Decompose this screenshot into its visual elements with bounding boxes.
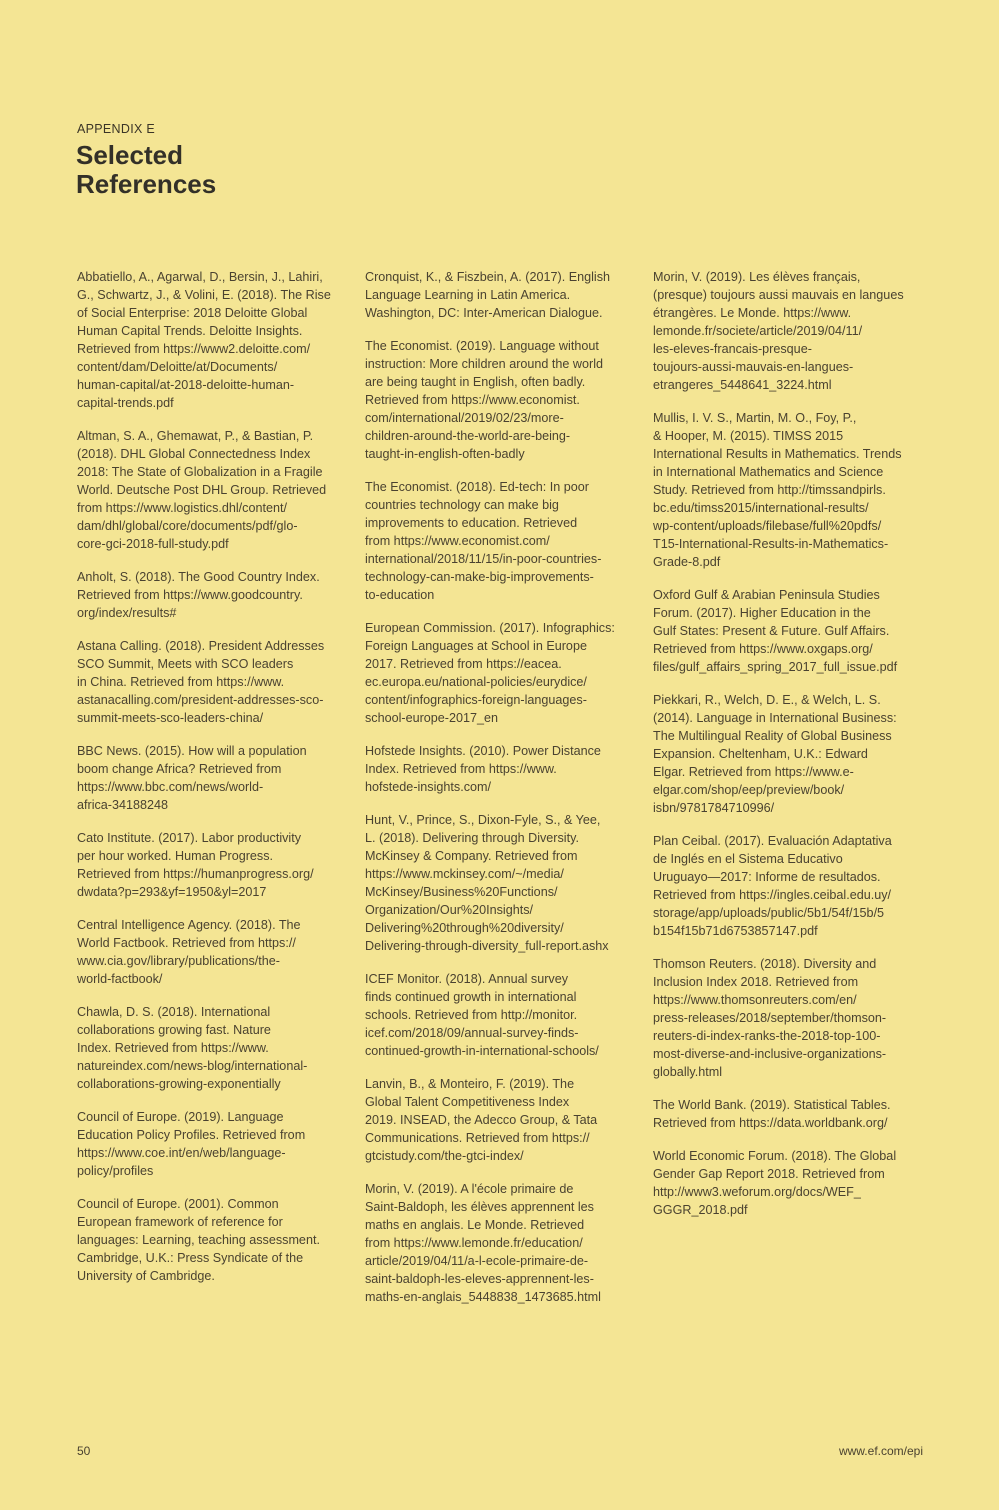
reference-line: gtcistudy.com/the-gtci-index/ xyxy=(365,1149,524,1163)
reference-line: etrangeres_5448641_3224.html xyxy=(653,378,832,392)
page-title-line-1: Selected xyxy=(76,140,183,170)
reference-line: Lanvin, B., & Monteiro, F. (2019). The xyxy=(365,1077,575,1091)
reference-entry xyxy=(77,637,349,727)
reference-line: core-gci-2018-full-study.pdf xyxy=(77,537,229,551)
reference-line: Grade-8.pdf xyxy=(653,555,721,569)
reference-entry xyxy=(365,970,637,1060)
reference-line: boom change Africa? Retrieved from xyxy=(77,762,282,776)
reference-line: http://www3.weforum.org/docs/WEF_ xyxy=(653,1185,861,1199)
reference-line: international/2018/11/15/in-poor-countries- xyxy=(365,552,602,566)
reference-entry xyxy=(77,568,349,622)
reference-line: European framework of reference for xyxy=(77,1215,283,1229)
reference-line: in International Mathematics and Science xyxy=(653,465,884,479)
reference-line: summit-meets-sco-leaders-china/ xyxy=(77,711,264,725)
reference-entry xyxy=(365,619,637,727)
reference-line: Inclusion Index 2018. Retrieved from xyxy=(653,975,859,989)
reference-line: les-eleves-francais-presque- xyxy=(653,342,812,356)
reference-entry xyxy=(77,1108,349,1180)
reference-entry xyxy=(77,1195,349,1285)
reference-line: https://www.mckinsey.com/~/media/ xyxy=(365,867,564,881)
reference-line: languages: Learning, teaching assessment. xyxy=(77,1233,320,1247)
reference-line: Hunt, V., Prince, S., Dixon-Fyle, S., & Yee, xyxy=(365,813,601,827)
reference-line: globally.html xyxy=(653,1065,723,1079)
reference-line: Retrieved from https://www.economist. xyxy=(365,393,580,407)
reference-line: Elgar. Retrieved from https://www.e- xyxy=(653,765,854,779)
reference-line: World Factbook. Retrieved from https:// xyxy=(77,936,296,950)
reference-line: Oxford Gulf & Arabian Peninsula Studies xyxy=(653,588,880,602)
page-title-line-2: References xyxy=(76,169,217,199)
reference-line: Delivering-through-diversity_full-report.ashx xyxy=(365,939,609,953)
reference-line: com/international/2019/02/23/more- xyxy=(365,411,564,425)
reference-line: World. Deutsche Post DHL Group. Retrieved xyxy=(77,483,327,497)
reference-line: reuters-di-index-ranks-the-2018-top-100- xyxy=(653,1029,881,1043)
reference-line: Retrieved from https://www.goodcountry. xyxy=(77,588,303,602)
reference-entry xyxy=(365,1180,637,1306)
reference-line: Anholt, S. (2018). The Good Country Index. xyxy=(77,570,320,584)
reference-line: from https://www.economist.com/ xyxy=(365,534,550,548)
reference-line: McKinsey & Company. Retrieved from xyxy=(365,849,578,863)
reference-line: Index. Retrieved from https://www. xyxy=(365,762,557,776)
reference-line: Gulf States: Present & Future. Gulf Affairs. xyxy=(653,624,890,638)
reference-line: Communications. Retrieved from https:// xyxy=(365,1131,590,1145)
reference-line: countries technology can make big xyxy=(365,498,559,512)
reference-line: isbn/9781784710996/ xyxy=(653,801,775,815)
reference-line: T15-International-Results-in-Mathematics- xyxy=(653,537,889,551)
reference-line: (2014). Language in International Business: xyxy=(653,711,897,725)
reference-line: schools. Retrieved from http://monitor. xyxy=(365,1008,578,1022)
reference-line: Retrieved from https://www.oxgaps.org/ xyxy=(653,642,873,656)
reference-line: lemonde.fr/societe/article/2019/04/11/ xyxy=(653,324,863,338)
reference-entry xyxy=(365,478,637,604)
reference-line: bc.edu/timss2015/international-results/ xyxy=(653,501,869,515)
reference-line: BBC News. (2015). How will a population xyxy=(77,744,307,758)
reference-entry xyxy=(653,832,925,940)
reference-line: Saint-Baldoph, les élèves apprennent les xyxy=(365,1200,594,1214)
reference-line: instruction: More children around the world xyxy=(365,357,604,371)
reference-entry xyxy=(653,586,925,676)
reference-line: The Multilingual Reality of Global Business xyxy=(653,729,892,743)
reference-line: Cronquist, K., & Fiszbein, A. (2017). English xyxy=(365,270,610,284)
reference-line: Education Policy Profiles. Retrieved from xyxy=(77,1128,306,1142)
reference-line: Gender Gap Report 2018. Retrieved from xyxy=(653,1167,885,1181)
reference-line: 2019. INSEAD, the Adecco Group, & Tata xyxy=(365,1113,598,1127)
reference-line: content/infographics-foreign-languages- xyxy=(365,693,587,707)
reference-line: GGGR_2018.pdf xyxy=(653,1203,748,1217)
reference-line: Retrieved from https://ingles.ceibal.edu.uy/ xyxy=(653,888,892,902)
reference-entry xyxy=(653,691,925,817)
references-column-1 xyxy=(77,268,349,1300)
reference-line: Morin, V. (2019). A l'école primaire de xyxy=(365,1182,574,1196)
reference-line: most-diverse-and-inclusive-organizations- xyxy=(653,1047,887,1061)
reference-line: Retrieved from https://www2.deloitte.com/ xyxy=(77,342,311,356)
reference-line: Central Intelligence Agency. (2018). The xyxy=(77,918,301,932)
reference-line: org/index/results# xyxy=(77,606,177,620)
reference-line: icef.com/2018/09/annual-survey-finds- xyxy=(365,1026,579,1040)
reference-entry xyxy=(77,742,349,814)
reference-entry xyxy=(365,742,637,796)
reference-line: world-factbook/ xyxy=(77,972,163,986)
reference-line: article/2019/04/11/a-l-ecole-primaire-de- xyxy=(365,1254,589,1268)
reference-line: The World Bank. (2019). Statistical Tables. xyxy=(653,1098,891,1112)
reference-line: Human Capital Trends. Deloitte Insights. xyxy=(77,324,303,338)
reference-line: from https://www.logistics.dhl/content/ xyxy=(77,501,287,515)
reference-line: www.cia.gov/library/publications/the- xyxy=(77,954,280,968)
reference-line: Expansion. Cheltenham, U.K.: Edward xyxy=(653,747,868,761)
reference-line: Retrieved from https://humanprogress.org/ xyxy=(77,867,314,881)
reference-entry xyxy=(77,427,349,553)
reference-entry xyxy=(365,337,637,463)
reference-line: are being taught in English, often badly. xyxy=(365,375,586,389)
reference-line: dam/dhl/global/core/documents/pdf/glo- xyxy=(77,519,298,533)
reference-entry xyxy=(77,268,349,412)
reference-line: children-around-the-world-are-being- xyxy=(365,429,571,443)
reference-line: maths en anglais. Le Monde. Retrieved xyxy=(365,1218,585,1232)
reference-line: https://www.thomsonreuters.com/en/ xyxy=(653,993,857,1007)
reference-line: L. (2018). Delivering through Diversity. xyxy=(365,831,579,845)
reference-line: World Economic Forum. (2018). The Global xyxy=(653,1149,897,1163)
reference-line: Council of Europe. (2001). Common xyxy=(77,1197,279,1211)
reference-line: Study. Retrieved from http://timssandpirls. xyxy=(653,483,886,497)
reference-line: improvements to education. Retrieved xyxy=(365,516,578,530)
reference-entry xyxy=(653,268,925,394)
reference-line: Uruguayo—2017: Informe de resultados. xyxy=(653,870,881,884)
reference-line: (presque) toujours aussi mauvais en langues xyxy=(653,288,904,302)
reference-entry xyxy=(365,1075,637,1165)
reference-line: taught-in-english-often-badly xyxy=(365,447,525,461)
reference-line: b154f15b71d6753857147.pdf xyxy=(653,924,818,938)
reference-line: astanacalling.com/president-addresses-sco- xyxy=(77,693,324,707)
reference-line: 2018: The State of Globalization in a Fragile xyxy=(77,465,323,479)
reference-line: Altman, S. A., Ghemawat, P., & Bastian, P. xyxy=(77,429,314,443)
reference-line: files/gulf_affairs_spring_2017_full_issue.pdf xyxy=(653,660,898,674)
reference-line: Mullis, I. V. S., Martin, M. O., Foy, P., xyxy=(653,411,857,425)
reference-line: Cato Institute. (2017). Labor productivity xyxy=(77,831,302,845)
reference-line: Thomson Reuters. (2018). Diversity and xyxy=(653,957,877,971)
page-title xyxy=(76,141,376,199)
reference-line: de Inglés en el Sistema Educativo xyxy=(653,852,843,866)
reference-line: The Economist. (2019). Language without xyxy=(365,339,599,353)
reference-line: Language Learning in Latin America. xyxy=(365,288,571,302)
reference-line: hofstede-insights.com/ xyxy=(365,780,491,794)
reference-line: Astana Calling. (2018). President Addresses xyxy=(77,639,325,653)
reference-line: ec.europa.eu/national-policies/eurydice/ xyxy=(365,675,587,689)
reference-line: dwdata?p=293&yf=1950&yl=2017 xyxy=(77,885,267,899)
reference-line: toujours-aussi-mauvais-en-langues- xyxy=(653,360,854,374)
reference-line: Global Talent Competitiveness Index xyxy=(365,1095,570,1109)
reference-line: from https://www.lemonde.fr/education/ xyxy=(365,1236,583,1250)
reference-line: Organization/Our%20Insights/ xyxy=(365,903,534,917)
reference-line: McKinsey/Business%20Functions/ xyxy=(365,885,558,899)
reference-line: University of Cambridge. xyxy=(77,1269,215,1283)
reference-line: continued-growth-in-international-schools/ xyxy=(365,1044,599,1058)
reference-line: storage/app/uploads/public/5b1/54f/15b/5 xyxy=(653,906,885,920)
reference-entry xyxy=(653,1096,925,1132)
reference-line: Forum. (2017). Higher Education in the xyxy=(653,606,871,620)
reference-line: Plan Ceibal. (2017). Evaluación Adaptativa xyxy=(653,834,892,848)
reference-line: https://www.coe.int/en/web/language- xyxy=(77,1146,286,1160)
reference-line: SCO Summit, Meets with SCO leaders xyxy=(77,657,294,671)
reference-line: finds continued growth in international xyxy=(365,990,577,1004)
reference-line: of Social Enterprise: 2018 Deloitte Global xyxy=(77,306,308,320)
reference-line: Cambridge, U.K.: Press Syndicate of the xyxy=(77,1251,304,1265)
reference-line: https://www.bbc.com/news/world- xyxy=(77,780,264,794)
reference-line: wp-content/uploads/filebase/full%20pdfs/ xyxy=(653,519,882,533)
reference-line: collaborations-growing-exponentially xyxy=(77,1077,281,1091)
reference-line: Council of Europe. (2019). Language xyxy=(77,1110,284,1124)
reference-line: International Results in Mathematics. Trends xyxy=(653,447,902,461)
reference-entry xyxy=(653,1147,925,1219)
reference-line: Washington, DC: Inter-American Dialogue. xyxy=(365,306,603,320)
reference-line: Foreign Languages at School in Europe xyxy=(365,639,587,653)
reference-line: G., Schwartz, J., & Volini, E. (2018). The Rise xyxy=(77,288,331,302)
appendix-label: APPENDIX E xyxy=(77,122,156,136)
reference-line: policy/profiles xyxy=(77,1164,154,1178)
reference-line: maths-en-anglais_5448838_1473685.html xyxy=(365,1290,601,1304)
reference-line: étrangères. Le Monde. https://www. xyxy=(653,306,852,320)
reference-line: in China. Retrieved from https://www. xyxy=(77,675,285,689)
reference-entry xyxy=(77,916,349,988)
reference-line: africa-34188248 xyxy=(77,798,169,812)
reference-line: content/dam/Deloitte/at/Documents/ xyxy=(77,360,278,374)
reference-line: Retrieved from https://data.worldbank.org/ xyxy=(653,1116,888,1130)
reference-line: The Economist. (2018). Ed-tech: In poor xyxy=(365,480,590,494)
reference-line: capital-trends.pdf xyxy=(77,396,174,410)
reference-line: technology-can-make-big-improvements- xyxy=(365,570,594,584)
reference-line: Delivering%20through%20diversity/ xyxy=(365,921,564,935)
reference-line: press-releases/2018/september/thomson- xyxy=(653,1011,887,1025)
reference-line: 2017. Retrieved from https://eacea. xyxy=(365,657,562,671)
reference-line: & Hooper, M. (2015). TIMSS 2015 xyxy=(653,429,844,443)
reference-entry xyxy=(365,268,637,322)
page-number: 50 xyxy=(77,1444,91,1458)
reference-line: school-europe-2017_en xyxy=(365,711,499,725)
references-column-2 xyxy=(365,268,637,1321)
reference-entry xyxy=(77,1003,349,1093)
reference-line: Piekkari, R., Welch, D. E., & Welch, L. S. xyxy=(653,693,881,707)
reference-line: human-capital/at-2018-deloitte-human- xyxy=(77,378,295,392)
footer-url: www.ef.com/epi xyxy=(838,1444,923,1458)
reference-line: Chawla, D. S. (2018). International xyxy=(77,1005,271,1019)
reference-line: European Commission. (2017). Infographics: xyxy=(365,621,615,635)
reference-line: per hour worked. Human Progress. xyxy=(77,849,273,863)
reference-line: saint-baldoph-les-eleves-apprennent-les- xyxy=(365,1272,594,1286)
references-column-3 xyxy=(653,268,925,1234)
reference-line: to-education xyxy=(365,588,435,602)
reference-line: natureindex.com/news-blog/international- xyxy=(77,1059,308,1073)
reference-line: Index. Retrieved from https://www. xyxy=(77,1041,269,1055)
reference-entry xyxy=(77,829,349,901)
reference-line: ICEF Monitor. (2018). Annual survey xyxy=(365,972,568,986)
reference-line: Abbatiello, A., Agarwal, D., Bersin, J., Lahiri, xyxy=(77,270,323,284)
reference-entry xyxy=(653,955,925,1081)
reference-line: elgar.com/shop/eep/preview/book/ xyxy=(653,783,845,797)
reference-line: collaborations growing fast. Nature xyxy=(77,1023,271,1037)
reference-entry xyxy=(653,409,925,571)
reference-entry xyxy=(365,811,637,955)
reference-line: Morin, V. (2019). Les élèves français, xyxy=(653,270,861,284)
reference-line: Hofstede Insights. (2010). Power Distance xyxy=(365,744,601,758)
reference-line: (2018). DHL Global Connectedness Index xyxy=(77,447,311,461)
